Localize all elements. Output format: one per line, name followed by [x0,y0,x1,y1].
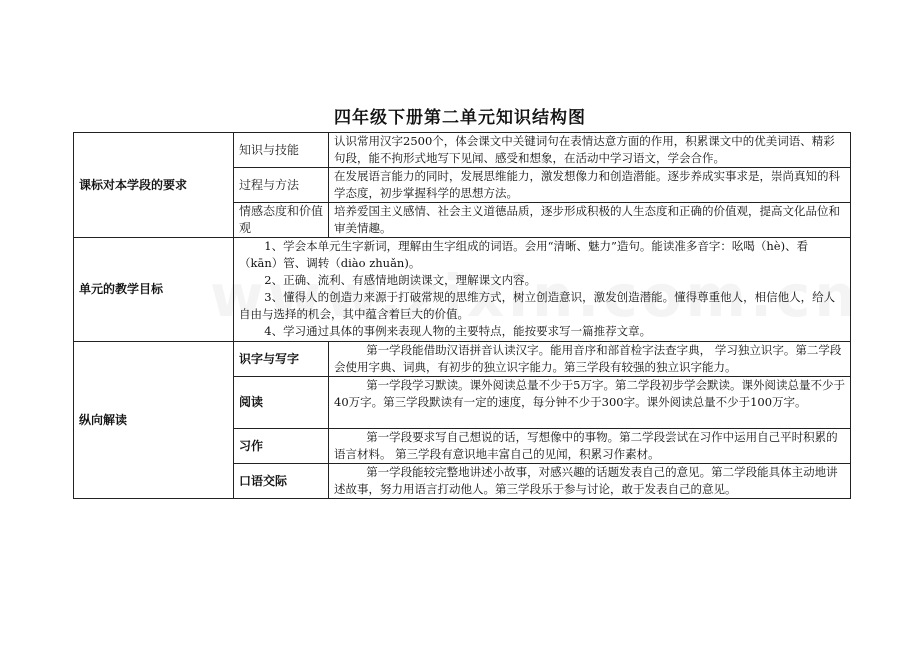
row-label: 情感态度和价值观 [234,203,329,238]
row-label: 阅读 [234,377,329,429]
row-label: 识字与写字 [234,342,329,377]
goal-item: 4、学习通过具体的事例来表现人物的主要特点，能按要求写一篇推荐文章。 [264,324,652,338]
row-content: 第一学段要求写自己想说的话，写想像中的事物。第二学段尝试在习作中运用自己平时积累的语言材料。 第三学段有意识地丰富自己的见闻，积累习作素材。 [329,429,851,464]
row-content: 在发展语言能力的同时，发展思维能力，激发想像力和创造潜能。逐步养成实事求是，崇尚真知的科学态度，初步掌握科学的思想方法。 [329,168,851,203]
page-title: 四年级下册第二单元知识结构图 [334,108,586,128]
table-row [74,133,851,168]
goal-item: 3、懂得人的创造力来源于打破常规的思维方式，树立创造意识，激发创造潜能。懂得尊重他人，相信他人，给人自由与选择的机会，其中蕴含着巨大的价值。 [239,290,836,321]
goal-item: 1、学会本单元生字新词，理解由生字组成的词语。会用“清晰、魅力”造句。能读准多音字：吆喝（hè)、看（kān）管、调转（diào zhuǎn)。 [239,239,809,270]
section-header-vertical-reading: 纵向解读 [74,342,234,499]
row-label: 习作 [234,429,329,464]
table-row [74,238,851,342]
section-header-unit-goals: 单元的教学目标 [74,238,234,342]
table-row [74,342,851,377]
knowledge-table [73,132,851,499]
section-header-standards: 课标对本学段的要求 [74,133,234,238]
row-content: 培养爱国主义感情、社会主义道德品质，逐步形成积极的人生态度和正确的价值观，提高文化品位和审美情趣。 [329,203,851,238]
goal-item: 2、正确、流利、有感情地朗读课文，理解课文内容。 [264,273,537,287]
unit-goals [234,238,851,342]
row-label: 过程与方法 [234,168,329,203]
row-label: 口语交际 [234,464,329,499]
row-content: 第一学段能较完整地讲述小故事，对感兴趣的话题发表自己的意见。第二学段能具体主动地讲述故事，努力用语言打动他人。第三学段乐于参与讨论，敢于发表自己的意见。 [329,464,851,499]
row-content: 认识常用汉字2500个，体会课文中关键词句在表情达意方面的作用，积累课文中的优美词语、精彩句段，能不拘形式地写下见闻、感受和想象，在活动中学习语文，学会合作。 [329,133,851,168]
row-label: 知识与技能 [234,133,329,168]
row-content: 第一学段学习默读。课外阅读总量不少于5万字。第二学段初步学会默读。课外阅读总量不少于40万字。第三学段默读有一定的速度，每分钟不少于300字。课外阅读总量不少于100万字。 [329,377,851,429]
row-content: 第一学段能借助汉语拼音认读汉字。能用音序和部首检字法查字典， 学习独立识字。第二学段会使用字典、词典，有初步的独立识字能力。第三学段有较强的独立识字能力。 [329,342,851,377]
